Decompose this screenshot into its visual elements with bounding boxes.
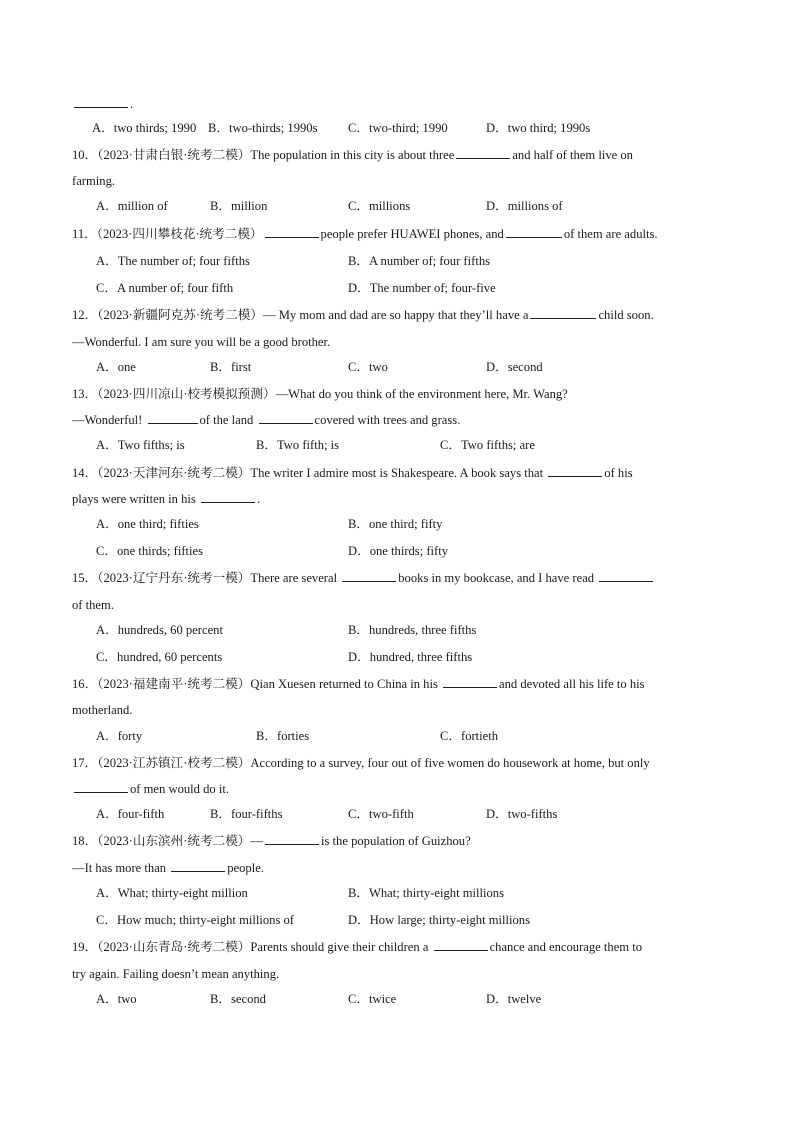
answer-blank [599,570,653,582]
q19-stem: 19．（2023·山东青岛·统考二模）Parents should give their children a chance and encourage them to [72,940,643,954]
q12-option-d[interactable]: D．second [486,360,543,374]
q12-option-c[interactable]: C．two [348,360,388,374]
q14-stem-cont: plays were written in his . [72,492,261,506]
q18-option-b[interactable]: B．What; thirty-eight millions [348,886,505,900]
q18-options-row1 [0,885,794,901]
q12-options [0,359,794,375]
q18-option-c[interactable]: C．How much; thirty-eight millions of [96,913,294,927]
answer-blank [342,570,396,582]
q18-option-d[interactable]: D．How large; thirty-eight millions [348,913,531,927]
q11-options-row2 [0,280,794,296]
q10-option-c[interactable]: C．millions [348,199,411,213]
answer-blank [265,226,319,238]
q15-stem: 15．（2023·辽宁丹东·统考一模）There are several books in my bookcase, and I have read [72,570,655,586]
q18-options-row2 [0,912,794,928]
q10-option-a[interactable]: A．million of [96,199,168,213]
q18-stem: 18．（2023·山东滨州·统考二模）— is the population of Guizhou? [72,834,471,848]
q12-stem: 12．（2023·新疆阿克苏·统考二模）— My mom and dad are so happy that they’ll have a child soon. [72,308,654,322]
q13-stem: 13．（2023·四川凉山·校考模拟预测）—What do you think of the environment here, Mr. Wang? [72,387,568,401]
q16-options [0,728,794,744]
q9-option-a[interactable]: A．two thirds; 1990 [92,121,197,135]
answer-blank [74,781,128,793]
q12-stem-cont: —Wonderful. I am sure you will be a good brother. [72,335,331,349]
q11-option-c[interactable]: C．A number of; four fifth [96,281,234,295]
q16-option-a[interactable]: A．forty [96,729,143,743]
q18-option-a[interactable]: A．What; thirty-eight million [96,886,248,900]
q10-option-d[interactable]: D．millions of [486,199,563,213]
q15-stem-cont: of them. [72,598,114,612]
q9-option-c[interactable]: C．two-third; 1990 [348,121,448,135]
q11-stem: 11．（2023·四川攀枝花·统考二模） people prefer HUAWEI phones, and of them are adults. [72,227,658,241]
answer-blank [265,833,319,845]
q12-option-a[interactable]: A．one [96,360,136,374]
q15-option-a[interactable]: A．hundreds, 60 percent [96,623,223,637]
q14-option-c[interactable]: C．one thirds; fifties [96,544,204,558]
q15-option-c[interactable]: C．hundred, 60 percents [96,650,223,664]
answer-blank [74,96,128,108]
q14-options-row2 [0,543,794,559]
q13-option-b[interactable]: B．Two fifth; is [256,438,340,452]
q13-stem-cont: —Wonderful! of the land covered with trees and grass. [72,413,461,427]
q15-options-row2 [0,649,794,665]
answer-blank [259,412,313,424]
q15-options-row1 [0,622,794,638]
q15-option-b[interactable]: B．hundreds, three fifths [348,623,477,637]
q17-options [0,806,794,822]
q19-option-a[interactable]: A．two [96,992,137,1006]
answer-blank [443,676,497,688]
answer-blank [148,412,198,424]
q9-options [0,120,794,136]
q17-option-b[interactable]: B．four-fifths [210,807,283,821]
q11-option-d[interactable]: D．The number of; four-five [348,281,496,295]
answer-blank [530,307,596,319]
q11-option-a[interactable]: A．The number of; four fifths [96,254,250,268]
q18-stem-cont: —It has more than people. [72,861,264,875]
q17-stem-cont: of men would do it. [72,781,229,797]
q17-option-a[interactable]: A．four-fifth [96,807,165,821]
q11-option-b[interactable]: B．A number of; four fifths [348,254,491,268]
q16-stem: 16．（2023·福建南平·统考二模）Qian Xuesen returned to China in his and devoted all his life to his [72,677,645,691]
q15-option-d[interactable]: D．hundred, three fifths [348,650,473,664]
q16-stem-cont: motherland. [72,703,133,717]
q14-option-a[interactable]: A．one third; fifties [96,517,199,531]
q9-tail-line: . [72,96,133,112]
q10-options [0,198,794,214]
q9-option-d[interactable]: D．two third; 1990s [486,121,591,135]
answer-blank [171,860,225,872]
q19-option-d[interactable]: D．twelve [486,992,542,1006]
q10-stem: 10．（2023·甘肃白银·统考二模）The population in this city is about three and half of them live on [72,148,633,162]
q14-stem: 14．（2023·天津河东·统考二模）The writer I admire most is Shakespeare. A book says that of his [72,466,633,480]
q13-option-c[interactable]: C．Two fifths; are [440,438,535,452]
q9-option-b[interactable]: B．two-thirds; 1990s [208,121,318,135]
q19-option-b[interactable]: B．second [210,992,266,1006]
q16-option-c[interactable]: C．fortieth [440,729,499,743]
q12-option-b[interactable]: B．first [210,360,252,374]
q13-options [0,437,794,453]
answer-blank [548,465,602,477]
q17-option-c[interactable]: C．two-fifth [348,807,414,821]
q10-option-b[interactable]: B．million [210,199,268,213]
q14-option-b[interactable]: B．one third; fifty [348,517,443,531]
q11-options-row1 [0,253,794,269]
answer-blank [434,939,488,951]
answer-blank [456,147,510,159]
q19-option-c[interactable]: C．twice [348,992,397,1006]
q19-stem-cont: try again. Failing doesn’t mean anything. [72,967,280,981]
answer-blank [201,491,255,503]
q10-stem-cont: farming. [72,174,116,188]
q16-option-b[interactable]: B．forties [256,729,310,743]
q13-option-a[interactable]: A．Two fifths; is [96,438,185,452]
q14-option-d[interactable]: D．one thirds; fifty [348,544,449,558]
q19-options [0,991,794,1007]
q17-option-d[interactable]: D．two-fifths [486,807,558,821]
q17-stem: 17．（2023·江苏镇江·校考二模）According to a survey, four out of five women do housework at home, but only [72,756,650,770]
q14-options-row1 [0,516,794,532]
answer-blank [506,226,562,238]
